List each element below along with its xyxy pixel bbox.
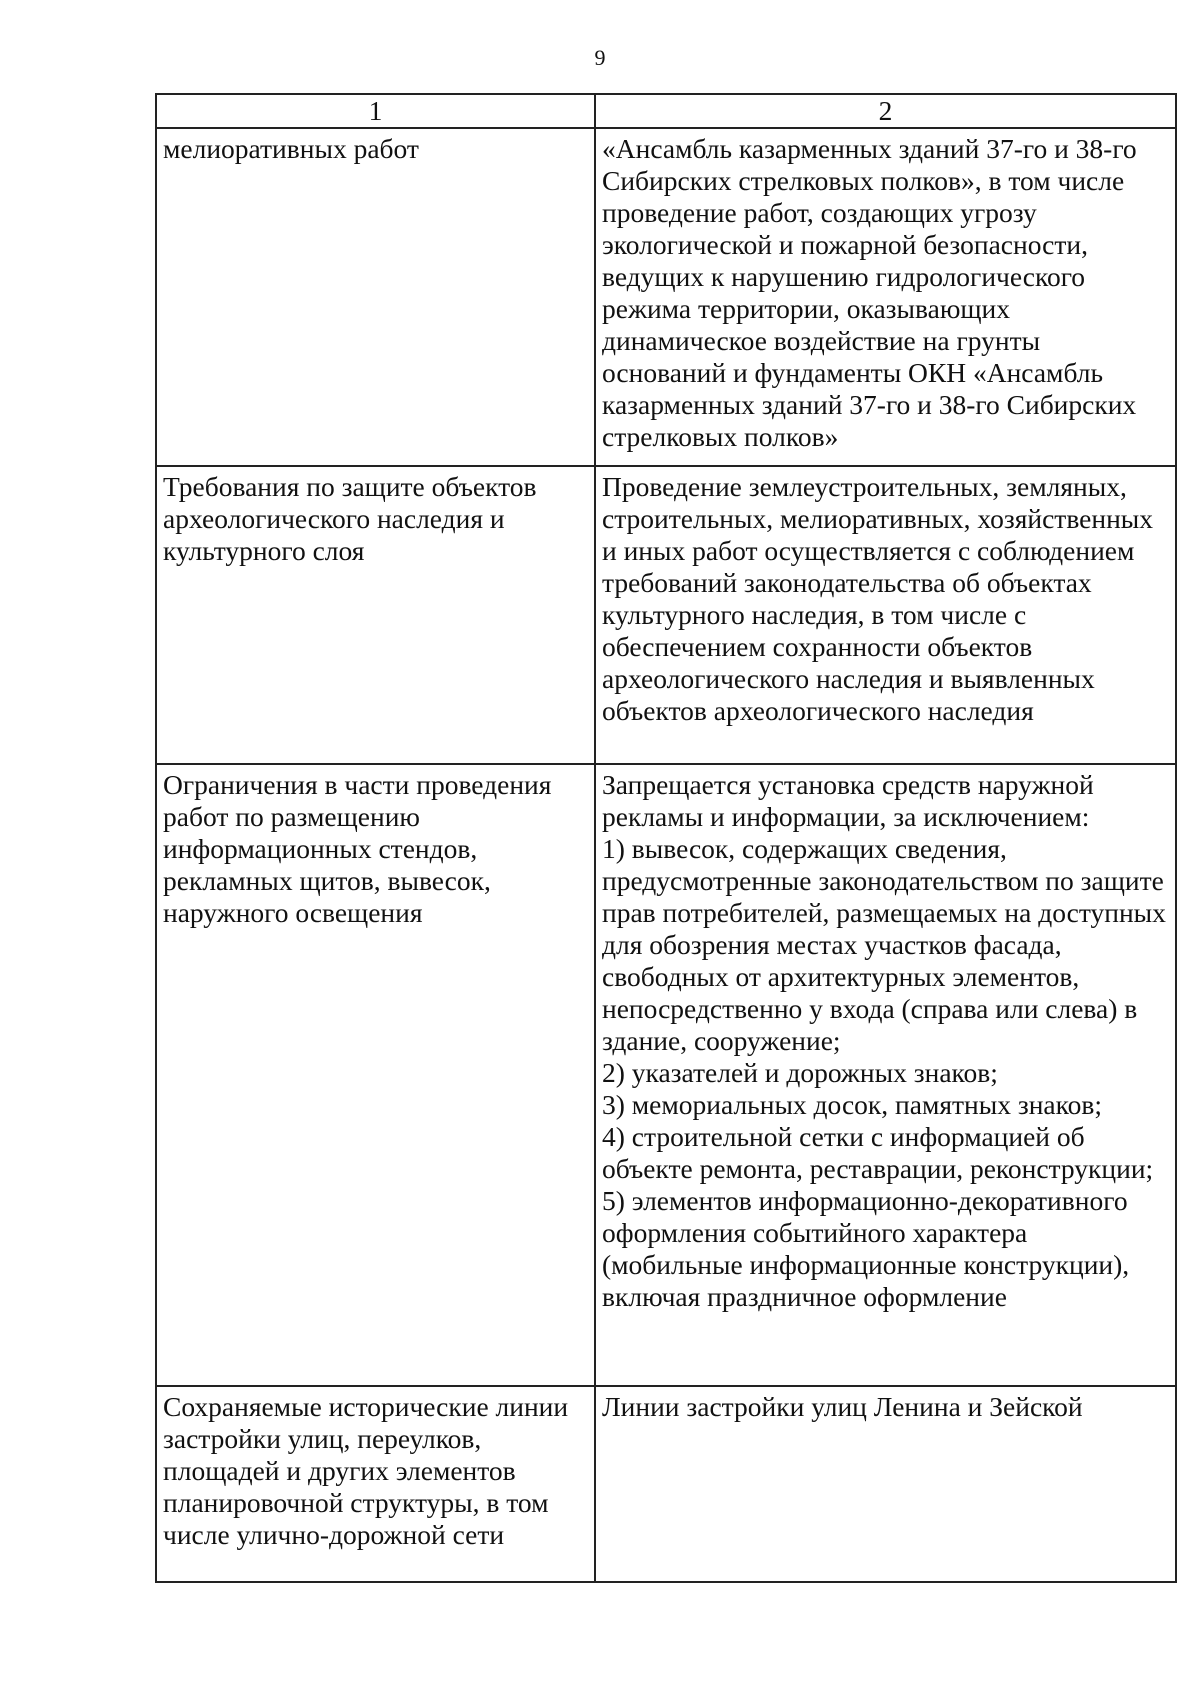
row-3-right-cell (595, 764, 1176, 1386)
row-4-requirement-text: Линии застройки улиц Ленина и Зейской (602, 1391, 1083, 1422)
column-header-1: 1 (156, 94, 595, 128)
row-2-left-cell (156, 466, 595, 764)
row-4-requirement-name: Сохраняемые исторические линии застройки улиц, переулков, площадей и других элементов планировочной структуры, в том числе улично-дорожной сети (163, 1391, 569, 1550)
row-1-right-cell (595, 128, 1176, 466)
table-header-row (156, 94, 1176, 128)
row-3-requirement-name: Ограничения в части проведения работ по размещению информационных стендов, рекламных щитов, вывесок, наружного освещения (163, 769, 552, 928)
column-header-2: 2 (595, 94, 1176, 128)
row-2-right-cell (595, 466, 1176, 764)
table-row (156, 764, 1176, 1386)
row-1-requirement-name: мелиоративных работ (163, 133, 419, 164)
page-number: 9 (594, 45, 606, 70)
row-4-left-cell (156, 1386, 595, 1582)
table-row (156, 128, 1176, 466)
row-2-requirement-text: Проведение землеустроительных, земляных, строительных, мелиоративных, хозяйственных и иных работ осуществляется с соблюдением требований законодательства об объектах культурного наследия, в том числе с обеспечением сохранности объектов археологического наследия и выявленных объектов археологического наследия (602, 471, 1154, 726)
row-1-left-cell (156, 128, 595, 466)
table-row (156, 1386, 1176, 1582)
row-3-requirement-text: Запрещается установка средств наружной рекламы и информации, за исключением: 1) вывесок, содержащих сведения, предусмотренные законодательством по защите прав потребителей, размещаемых на доступных для обозрения местах участков фасада, свободных от архитектурных элементов, непосредственно у входа (справа или слева) в здание, сооружение; 2) указателей и дорожных знаков; 3) мемориальных досок, памятных знаков; 4) строительной сетки с информацией об объекте ремонта, реставрации, реконструкции; 5) элементов информационно-декоративного оформления событийного характера (мобильные информационные конструкции), включая праздничное оформление (602, 769, 1166, 1312)
row-3-left-cell (156, 764, 595, 1386)
row-1-requirement-text: «Ансамбль казарменных зданий 37-го и 38-го Сибирских стрелковых полков», в том числе проведение работ, создающих угрозу экологической и пожарной безопасности, ведущих к нарушению гидрологического режима территории, оказывающих динамическое воздействие на грунты оснований и фундаменты ОКН «Ансамбль казарменных зданий 37-го и 38-го Сибирских стрелковых полков» (602, 133, 1137, 452)
regulations-table (155, 93, 1177, 1583)
table-row (156, 466, 1176, 764)
row-4-right-cell (595, 1386, 1176, 1582)
row-2-requirement-name: Требования по защите объектов археологического наследия и культурного слоя (163, 471, 537, 566)
